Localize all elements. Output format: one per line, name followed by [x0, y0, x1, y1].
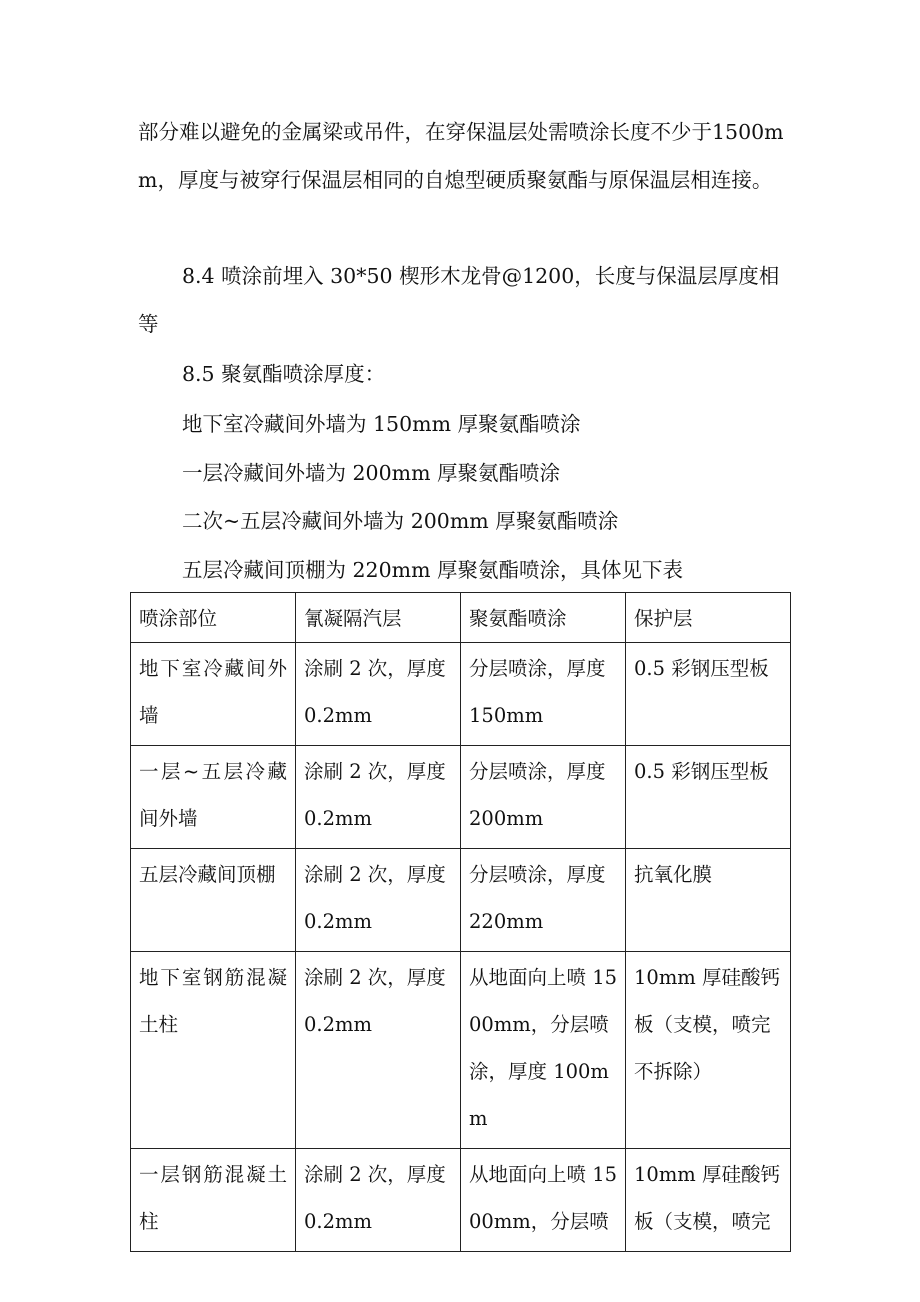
table-header-cell: 保护层	[626, 593, 791, 643]
line-basement-wall: 地下室冷藏间外墙为 150mm 厚聚氨酯喷涂	[182, 412, 581, 436]
line-second-fifth-wall: 二次~五层冷藏间外墙为 200mm 厚聚氨酯喷涂	[182, 509, 619, 533]
line-fifth-ceiling: 五层冷藏间顶棚为 220mm 厚聚氨酯喷涂，具体见下表	[182, 558, 684, 582]
table-cell: 涂刷 2 次，厚度 0.2mm	[296, 1149, 461, 1252]
table-cell: 从地面向上喷 1500mm，分层喷涂，厚度 100mm	[461, 952, 626, 1149]
table-header-cell: 氰凝隔汽层	[296, 593, 461, 643]
table-cell: 涂刷 2 次，厚度 0.2mm	[296, 746, 461, 849]
paragraph-8-5: 8.5 聚氨酯喷涂厚度：	[182, 362, 386, 386]
table-cell: 一层~五层冷藏间外墙	[131, 746, 296, 849]
table-cell: 涂刷 2 次，厚度 0.2mm	[296, 952, 461, 1149]
table-row	[131, 643, 791, 746]
table-cell: 0.5 彩钢压型板	[626, 746, 791, 849]
table-cell: 10mm 厚硅酸钙板（支模，喷完	[626, 1149, 791, 1252]
table-cell: 从地面向上喷 1500mm，分层喷	[461, 1149, 626, 1252]
table-cell: 分层喷涂，厚度 200mm	[461, 746, 626, 849]
table-row	[131, 952, 791, 1149]
table-cell: 涂刷 2 次，厚度 0.2mm	[296, 849, 461, 952]
spray-thickness-table	[130, 592, 791, 1252]
table-header-row	[131, 593, 791, 643]
table-cell: 五层冷藏间顶棚	[131, 849, 296, 952]
table-cell: 涂刷 2 次，厚度 0.2mm	[296, 643, 461, 746]
table-cell: 分层喷涂，厚度 150mm	[461, 643, 626, 746]
table-row	[131, 1149, 791, 1252]
table-cell: 地下室钢筋混凝土柱	[131, 952, 296, 1149]
table-cell: 一层钢筋混凝土柱	[131, 1149, 296, 1252]
table-cell: 地下室冷藏间外墙	[131, 643, 296, 746]
table-row	[131, 746, 791, 849]
line-first-floor-wall: 一层冷藏间外墙为 200mm 厚聚氨酯喷涂	[182, 461, 561, 485]
paragraph-metal-beams: 部分难以避免的金属梁或吊件，在穿保温层处需喷涂长度不少于1500mm，厚度与被穿行保温层相同的自熄型硬质聚氨酯与原保温层相连接。	[138, 120, 784, 192]
paragraph-8-4: 8.4 喷涂前埋入 30*50 楔形木龙骨@1200，长度与保温层厚度相等	[138, 264, 780, 336]
table-header-cell: 聚氨酯喷涂	[461, 593, 626, 643]
table-cell: 10mm 厚硅酸钙板（支模，喷完不拆除）	[626, 952, 791, 1149]
table-cell: 0.5 彩钢压型板	[626, 643, 791, 746]
table-header-cell: 喷涂部位	[131, 593, 296, 643]
table-row	[131, 849, 791, 952]
table-cell: 抗氧化膜	[626, 849, 791, 952]
table-cell: 分层喷涂，厚度 220mm	[461, 849, 626, 952]
